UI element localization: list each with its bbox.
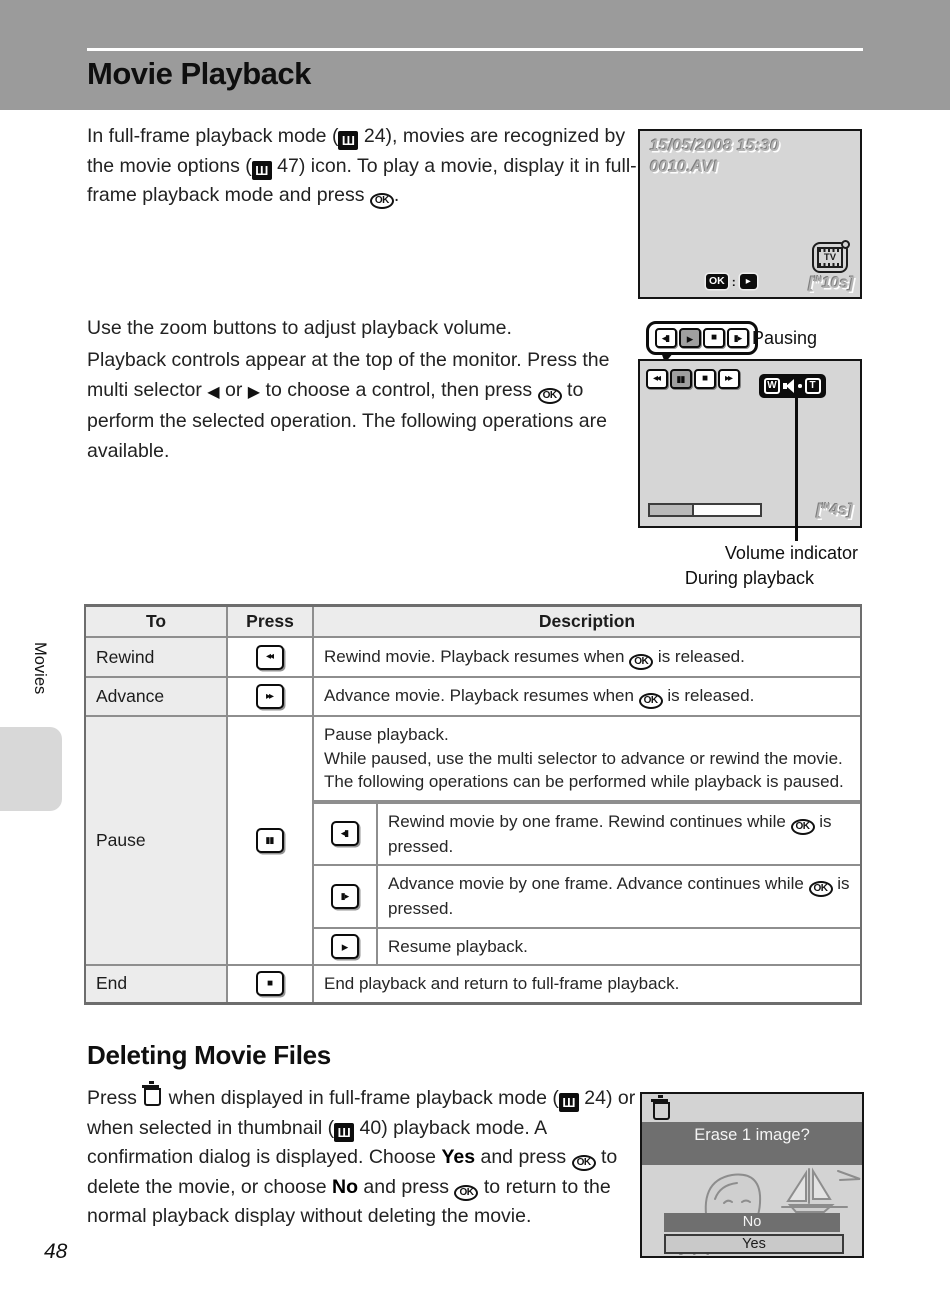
book-icon: Ш [252, 161, 272, 180]
table-subrow-resume: ▸ Resume playback. [314, 927, 860, 965]
intro-paragraph-1: In full-frame playback mode ( Ш 24), movies are recognized by the movie options ( Ш 47) icon. To play a movie, display it in full-frame playback mode and press OK . [87, 122, 639, 211]
volume-indicator [759, 374, 826, 398]
play-icon: ▸ [679, 328, 701, 348]
frame-advance-icon: ▮▸ [727, 328, 749, 348]
advance-icon: ▸▸ [718, 369, 740, 389]
delete-icon [653, 1102, 670, 1120]
ok-icon: OK [370, 193, 394, 209]
playback-progress-bar [648, 503, 762, 517]
tv-movie-icon: TV [812, 242, 848, 273]
rewind-icon: ◂◂ [646, 369, 668, 389]
pausing-label: Pausing [752, 328, 818, 348]
page-number: 48 [44, 1240, 68, 1263]
ok-icon: OK [629, 654, 653, 670]
speaker-icon [783, 378, 797, 394]
ok-icon: OK [454, 1185, 478, 1201]
deleting-paragraph: Press when displayed in full-frame playback mode ( Ш 24) or when selected in thumbnail ( Ш 40) playback mode. A confirmation dialog is displayed. Choose Yes and press OK to delete the movie, or choose No and press OK to return to the normal playback display without deleting the movie. [87, 1087, 636, 1227]
ok-button-icon: OK [706, 274, 728, 289]
osd-filename: 0010.AVI [650, 158, 718, 176]
ok-icon: OK [639, 693, 663, 709]
header-to: To [145, 611, 167, 631]
frame-rewind-icon: ◂▮ [655, 328, 677, 348]
table-row-pause: Pause ▮▮ Pause playback. While paused, use the multi selector to advance or rewind the movie. The following operations can be performed while playback is paused. ◂▮ Rewind movie by one frame. Rewind continues while OK is pressed. ▮▸ Advance movie by one frame. Advance continues while OK is pressed. ▸ Resume playback. [86, 715, 860, 964]
erase-dialog-title: Erase 1 image? [642, 1122, 862, 1165]
pausing-controls-callout [646, 321, 758, 355]
header-band [0, 0, 950, 110]
during-playback-caption: During playback [684, 568, 814, 588]
chapter-tab-movies [0, 727, 62, 811]
movie-length-indicator: [$^{IN}$10s] [808, 275, 854, 292]
pause-icon: ▮▮ [670, 369, 692, 389]
rewind-icon: ◂◂ [256, 645, 284, 670]
table-header-row [86, 607, 860, 636]
section-heading-deleting: Deleting Movie Files [87, 1040, 331, 1070]
erase-yes-option: Yes [664, 1234, 844, 1254]
advance-icon: ▸▸ [256, 684, 284, 709]
sidebar-label-movies: Movies [31, 642, 49, 695]
camera-screen-playback [638, 129, 862, 299]
pause-icon: ▮▮ [256, 828, 284, 853]
table-row-end: End ■ End playback and return to full-frame playback. [86, 964, 860, 1002]
ok-play-hint [706, 274, 757, 289]
table-subrow-frame-advance: ▮▸ Advance movie by one frame. Advance continues while OK is pressed. [314, 864, 860, 927]
book-icon: Ш [334, 1123, 354, 1142]
wide-zoom-icon: W [764, 378, 780, 394]
left-arrow-icon: ◀ [207, 383, 220, 401]
trash-icon [144, 1088, 161, 1106]
table-row-rewind: Rewind ◂◂ Rewind movie. Playback resumes when OK is released. [86, 636, 860, 676]
frame-rewind-icon: ◂▮ [331, 821, 359, 846]
page-title: Movie Playback [87, 56, 311, 91]
header-description: Description [538, 611, 636, 631]
time-remaining-indicator: [$^{IN}$4s] [816, 502, 853, 519]
book-icon: Ш [338, 131, 358, 150]
header-rule [87, 48, 863, 51]
frame-advance-icon: ▮▸ [331, 884, 359, 909]
ok-icon: OK [791, 819, 815, 835]
intro-paragraph-2b: Playback controls appear at the top of the monitor. Press the multi selector ◀ or ▶ to choose a control, then press OK to perform the selected operation. The following operations are available. [87, 349, 610, 462]
camera-screen-during-playback [638, 359, 862, 528]
ok-icon: OK [538, 388, 562, 404]
playback-controls [645, 369, 741, 389]
intro-paragraph-2a: Use the zoom buttons to adjust playback volume. [87, 317, 512, 339]
table-subrow-frame-rewind: ◂▮ Rewind movie by one frame. Rewind continues while OK is pressed. [314, 802, 860, 865]
play-hint-icon: ▸ [740, 274, 757, 289]
stop-icon: ■ [703, 328, 725, 348]
play-icon: ▸ [331, 934, 359, 959]
volume-callout-line [795, 397, 798, 541]
right-arrow-icon: ▶ [247, 383, 261, 401]
stop-icon: ■ [694, 369, 716, 389]
camera-screen-erase-dialog [640, 1092, 864, 1258]
book-icon: Ш [559, 1093, 579, 1112]
erase-no-option: No [664, 1213, 840, 1232]
stop-icon: ■ [256, 971, 284, 996]
volume-indicator-caption: Volume indicator [724, 543, 858, 563]
table-row-advance: Advance ▸▸ Advance movie. Playback resumes when OK is released. [86, 676, 860, 715]
osd-datetime: 15/05/2008 15:30 [650, 137, 780, 155]
ok-icon: OK [809, 881, 833, 897]
tele-zoom-icon: T [805, 378, 821, 394]
header-press: Press [226, 607, 314, 636]
hint-colon: : [731, 274, 736, 289]
operations-table [84, 604, 862, 1005]
ok-icon: OK [572, 1155, 596, 1171]
